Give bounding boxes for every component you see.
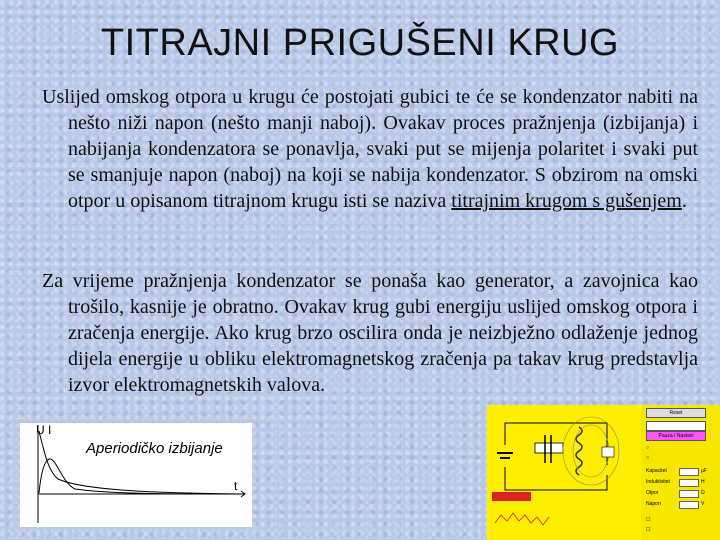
switch-icon[interactable] xyxy=(602,447,614,457)
lc-circuit-simulation[interactable] xyxy=(487,405,720,540)
inductance-input[interactable] xyxy=(679,479,699,487)
option-radio-1[interactable]: ○ xyxy=(646,445,650,451)
voltage-input[interactable] xyxy=(679,501,699,509)
graph-title: Aperiodičko izbijanje xyxy=(86,440,223,457)
paragraph-damping-end: . xyxy=(681,190,687,212)
inductor-coil-icon xyxy=(576,427,582,475)
reset-button[interactable]: Reset xyxy=(646,408,706,418)
paragraph-damping-text: Uslijed omskog otpora u krugu će postojati gubici te će se kondenzator nabiti na nešto niži napon (nešto manji naboj). Ovakav proces pražnjenja (izbijanja) i nabijanja kondenzatora se ponavlja, svaki put se mijenja polaritet i svaki put se smanjuje napon (naboj) na koji se nabija kondenzator. S obzirom na omski otpor u opisanom titrajnom krugu isti se naziva xyxy=(42,86,698,212)
pause-resume-button[interactable]: Pauza / Nastavi xyxy=(646,431,706,441)
oscillation-trace xyxy=(495,513,549,525)
damped-circuit-term: titrajnim krugom s gušenjem xyxy=(451,190,682,212)
option-radio-2[interactable]: ○ xyxy=(646,455,650,461)
discharge-curves xyxy=(20,423,252,527)
capacitor-icon xyxy=(535,443,563,453)
slide-title: TITRAJNI PRIGUŠENI KRUG xyxy=(100,22,620,64)
capacitance-row[interactable]: Kapacitet µF xyxy=(646,468,707,474)
y-axis-label: U I xyxy=(36,423,52,437)
mode-button[interactable] xyxy=(646,421,706,431)
capacitance-input[interactable] xyxy=(679,468,699,476)
time-readout xyxy=(492,492,531,501)
paragraph-damping xyxy=(42,84,698,214)
voltage-row[interactable]: Napon V xyxy=(646,501,705,507)
paragraph-energy-loss: Za vrijeme pražnjenja kondenzator se ponaša kao generator, a zavojnica kao trošilo, kasnije je obratno. Ovakav krug gubi energiju uslijed omskog otpora i zračenja energije. Ako krug brzo oscilira onda je neizbježno odlaženje jednog dijela energije u obliku elektromagnetskog zračenja pa takav krug predstavlja izvor elektromagnetskih valova. xyxy=(42,270,698,396)
current-curve xyxy=(39,459,242,494)
x-axis-label: t xyxy=(234,479,238,493)
circuit-diagram xyxy=(487,405,641,540)
checkbox-option-2[interactable]: ☐ xyxy=(646,527,651,533)
inductance-row[interactable]: Induktivitet H xyxy=(646,479,705,485)
resistance-input[interactable] xyxy=(679,490,699,498)
checkbox-option-1[interactable]: ☐ xyxy=(646,517,651,523)
resistance-row[interactable]: Otpor Ω xyxy=(646,490,705,496)
aperiodic-discharge-graph xyxy=(20,423,252,527)
